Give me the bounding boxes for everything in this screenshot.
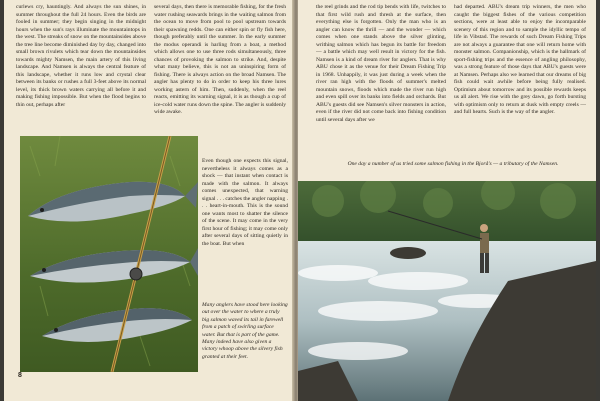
left-photo-caption: Many anglers have stood here looking out over the water to where a truly big salmon waved its tail in farewell from a patch of swirling surface water. But that is part of the game. Many indeed have also given a victory whoop above the silvery fish granted at their feet. <box>202 302 288 360</box>
salmon-2 <box>30 248 198 283</box>
salmon-1 <box>28 182 198 222</box>
left-column-3-text: Even though one expects this signal, nevertheless it always comes as a shock — that instant when contact is made with the salmon. It always comes unexpected, that warning signal . . . catches the angler napping . . . heart-in-mouth. This is the sound one wants most to shatter the silence of the scene. It may come in the very first hour of fishing; it may come only after several days of sitting quietly in the boat. But when <box>202 158 288 247</box>
river-illustration <box>298 181 596 401</box>
right-column-2 <box>454 4 586 159</box>
left-page <box>4 0 294 401</box>
salmon-photo <box>20 136 198 372</box>
reel-icon <box>130 268 142 280</box>
left-column-3 <box>202 158 288 308</box>
left-column-2 <box>154 4 286 154</box>
left-column-2-text: several days, then there is memorable fishing, for the fresh water rushing seawards brings in the waiting salmon from the ocean to move from pool to pool upstream towards their spawning redds. One can either spin or fly fish here, though preferably until the summer. In the early summer the modus operandi is harling from a boat, a method which allows one to use three rods simultaneously, three chances of provoking the salmon to strike. And, despite what many believe, this is not an uninspiring form of fishing. There is always action on the broad Namsen. The angler has plenty to do in order to keep his three lures working astern of him. Then, suddenly, when the reel reacts, emitting its warning signal, it is as though a cup of ice-cold water runs down the spine. The angler is suddenly wide awake. <box>154 4 286 115</box>
right-column-1 <box>316 4 446 159</box>
river-fishing-photo <box>298 181 596 401</box>
page-number: 8 <box>18 372 22 379</box>
right-page <box>298 0 596 401</box>
salmon-illustration <box>20 136 198 372</box>
left-column-1 <box>16 4 146 134</box>
salmon-3 <box>42 308 192 342</box>
right-photo-caption: One day a number of us tried some salmon fishing in the Bjorå's — a tributary of the Namsen. <box>347 161 559 167</box>
right-column-2-text: had departed. ABU's dream trip winners, the men who caught the biggest fishes of the various competition sections, were at least able to enjoy the incomparable scenery of this region and to sample the idyllic tempo of life in Vibstad. The rewards of such Dream Fishing Trips are not always a guarantee that one will return home with monster salmon. Companionship, which is the hallmark of sport-fishing trips and the essence of angling philosophy, was a strong feature of those days that ABU's guests were at Namsen. Perhaps also we learned that our dreams of big fish could wait awhile before being fully realised. Optimism about tomorrow and its possible rewards keeps us all alert. We rise with the grey dawn, go forth bursting with optimism only to return at dusk with empty creels — and full hearts. Such is the way of the angler. <box>454 4 586 115</box>
right-column-1-text: the reel grinds and the rod tip bends with life, twitches to that first wild rush and thresh at the surface, then everything else is forgotten. Only the man who is an angler can know the thrill — and the wonder — which comes when one stands above the silver glinting, writhing salmon which has begun its battle for freedom — a battle which may well result in victory for the fish. Namsen is a kind of dream river for anglers. That is why ABU chose it as the venue for their Dream Fishing Trip in 1968. Unhappily, it was just during a week when the river ran high with the floods of summer's melted mountain snows, floods which made the river run high and even spill over its banks into fields and orchards. But ABU's guests did see Namsen's silver monsters in action, even if the river did not come back into fishing condition until several days after we <box>316 4 446 123</box>
left-column-1-text: curlews cry, hauntingly. And always the sun shines, in summer throughout the full 24 hours. Even the birds are fooled in summer; they begin singing in the midnight hours when the sun's rays illuminate the mountaintops in the west. The streaks of snow on the mountainsides above the tree line become diminished day by day, changed into small brown rivulets which tear down the mountainsides towards mighty Namsen, the main artery of this living landscape. And Namsen is always the central feature of this landscape, whether it runs low and crystal clear between its banks or rushes a full 3-feet above its normal level, its thick brown waters carrying all before it and making fishing impossible. But when the flood begins to thin out, perhaps after <box>16 4 146 108</box>
